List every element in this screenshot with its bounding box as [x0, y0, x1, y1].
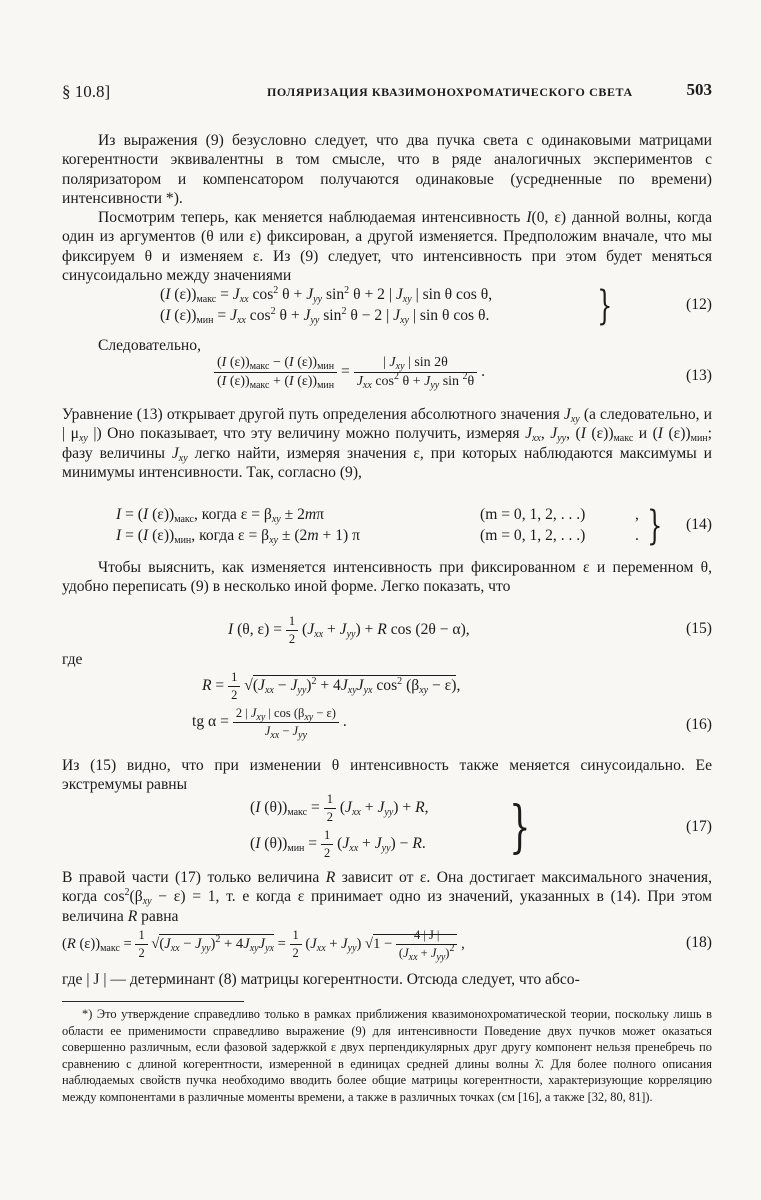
- eq12-brace: }: [597, 283, 613, 329]
- eq14-m-values-1: (m = 0, 1, 2, . . .): [480, 506, 586, 523]
- eq13-number: (13): [686, 367, 712, 384]
- eq12-line-max: (I $(\varepsilon))_{макс} = J_{xx}$ $\cos^2 \theta + J_{yy}$ $\sin^2 \theta + 2$ | $J_{xy}$ | sin θ cos θ,: [160, 285, 493, 305]
- eq17-brace: }: [509, 795, 531, 860]
- eq15-number: (15): [686, 620, 712, 637]
- running-title: ПОЛЯРИЗАЦИЯ КВАЗИМОНОХРОМАТИЧЕСКОГО СВЕТА: [267, 85, 633, 99]
- eq13-rhs: $\frac{| J_{xy} | \sin 2\theta}{J_{xx} \cos^2 \theta + J_{yy} \sin ^2\theta}$: [354, 355, 478, 390]
- eq14-number: (14): [686, 516, 712, 533]
- eq16-line-R: R = $\frac{1}{2}$ $√(J_{xx} - J_{yy})^2 + 4J_{xy}J_{yx}$ $\cos^2 (\beta_{xy} - \varepsilon)$,: [202, 670, 461, 702]
- equation-16: [62, 670, 712, 750]
- paragraph-4: Уравнение (13) открывает другой путь определения абсолютного значения $J_{xy}$ (а следовательно, и | $\mu_{xy}$ |) Оно показывает, что эту величину можно получить, измеряя $J_{xx}$, $J_{yy}$, (I $(\varepsilon))_{макс}$ и (I $(\varepsilon))_{мин}$; фазу величины $J_{xy}$ легко найти, измеряя значения ε, при которых наблюдаются максимумы и минимумы интенсивности. Так, согласно (9),: [62, 406, 713, 481]
- equation-18: (R $(\varepsilon))_{макс}$ = $\frac{1}{2}$ $√(J_{xx} - J_{yy})^2 + 4J_{xy}J_{yx}$ = $\frac{1}{2}$ $(J_{xx} + J_{yy}) √1$ − $\frac{4 | J |}{(J_{xx} + J_{yy})^2}$ , (18): [62, 928, 712, 963]
- eq17-line-max: (I $(\theta))_{макс}$ = $\frac{1}{2}$ $(J_{xx} + J_{yy}) + R$,: [250, 792, 429, 824]
- equation-14: I = (I $(\varepsilon))_{макс}$, когда $\varepsilon = \beta_{xy} \pm 2m\pi$ (m = 0, 1, 2, . . .) , I = (I $(\varepsilon))_{мин}$, когда $\varepsilon = \beta_{xy} \pm (2m + 1)$ π (m = 0, 1, 2, . . .) . } (14): [116, 503, 712, 549]
- section-number: § 10.8]: [62, 82, 111, 101]
- eq14-line-max: I = (I $(\varepsilon))_{макс}$, когда $\varepsilon = \beta_{xy} \pm 2m\pi$: [116, 506, 325, 525]
- paragraph-8: В правой части (17) только величина R зависит от ε. Она достигает максимального значения, когда $\cos^2(\beta_{xy} - \varepsilon) = 1$, т. е когда ε принимает одно из значений, указанных в (14). При этом величина R равна: [62, 869, 712, 925]
- eq14-line-min: I = (I $(\varepsilon))_{мин}$, когда $\varepsilon = \beta_{xy} \pm (2m + 1)$ π: [116, 527, 360, 546]
- paragraph-7: Из (15) видно, что при изменении θ интенсивность также меняется синусоидально. Ее экстремумы равны: [62, 757, 712, 794]
- equation-13: $\frac{(I (\varepsilon))_{макс} - (I (\varepsilon))_{мин}}{(I (\varepsilon))_{макс} + (I (\varepsilon))_{мин}}$ = $\frac{| J_{xy} | \sin 2\theta}{J_{xx} \cos^2 \theta + J_{yy} \sin ^2\theta}$ . (13): [62, 355, 712, 397]
- eq12-number: (12): [686, 296, 712, 313]
- eq17-number: (17): [686, 818, 712, 835]
- equation-15: I (θ, ε) = $\frac{1}{2}$ $(J_{xx} + J_{yy}) + R$ cos (2θ − α), (15): [228, 614, 712, 646]
- footnote-rule: [62, 1001, 244, 1002]
- eq14-m-values-2: (m = 0, 1, 2, . . .): [480, 527, 586, 544]
- paragraph-5: Чтобы выяснить, как изменяется интенсивность при фиксированном ε и переменном θ, удобно переписать (9) в несколько иной форме. Легко показать, что: [62, 559, 712, 596]
- footnote: *) Это утверждение справедливо только в рамках приближения квазимонохроматической теории, поскольку лишь в области ее применимости справедливо выражение (9) для интенсивности Поведение двух пучков может оказаться совершенно различным, если фазовой задержкой ε двух перпендикулярных друг другу компонент нельзя пренебречь по сравнению с длиной когерентности, измеренной в единицах средней длины волны λ̄. Для более полного описания наблюдаемых свойств пучка необходимо вводить более общие матрицы когерентности, характеризующие корреляцию между компонентами в различные моменты времени, а также в различных точках (см [16], а также [32, 80, 81]).: [62, 1007, 712, 1104]
- equation-17: [62, 792, 712, 864]
- eq16-number: (16): [686, 716, 712, 733]
- eq18-number: (18): [686, 934, 712, 951]
- paragraph-9: где | J | — детерминант (8) матрицы когерентности. Отсюда следует, что абсо-: [62, 971, 580, 988]
- page-header: [62, 80, 712, 106]
- paragraph-1: Из выражения (9) безусловно следует, что два пучка света с одинаковыми матрицами когерентности эквивалентны в том смысле, что в ряде аналогичных экспериментов с поляризатором и компенсатором получаются одинаковые (усредненные по времени) интенсивности *).: [62, 132, 712, 207]
- eq17-line-min: (I $(\theta))_{мин}$ = $\frac{1}{2}$ $(J_{xx} + J_{yy}) - R$.: [250, 828, 426, 860]
- paragraph-6: где: [62, 651, 83, 668]
- eq14-brace: }: [647, 503, 663, 549]
- equation-12: [62, 283, 712, 330]
- page-number: 503: [686, 80, 712, 99]
- paragraph-3: Следовательно,: [98, 337, 201, 354]
- eq12-line-min: (I $(\varepsilon))_{мин} = J_{xx}$ $\cos^2 \theta + J_{yy}$ $\sin^2 \theta - 2$ | $J_{xy}$ | sin θ cos θ.: [160, 306, 490, 326]
- eq16-line-tg: tg α = $\frac{2 | J_{xy} | \cos (\beta_{xy} - \varepsilon)}{J_{xx} - J_{yy}}$ .: [192, 706, 347, 741]
- eq13-lhs: $\frac{(I (\varepsilon))_{макс} - (I (\varepsilon))_{мин}}{(I (\varepsilon))_{макс} + (I (\varepsilon))_{мин}}$: [214, 355, 337, 390]
- paragraph-2: Посмотрим теперь, как меняется наблюдаемая интенсивность I(0, ε) данной волны, когда один из аргументов (θ или ε) фиксирован, а другой изменяется. Предположим вначале, что мы фиксируем θ и изменяем ε. Из (9) следует, что интенсивность при этом будет меняться синусоидально между значениями: [62, 209, 712, 284]
